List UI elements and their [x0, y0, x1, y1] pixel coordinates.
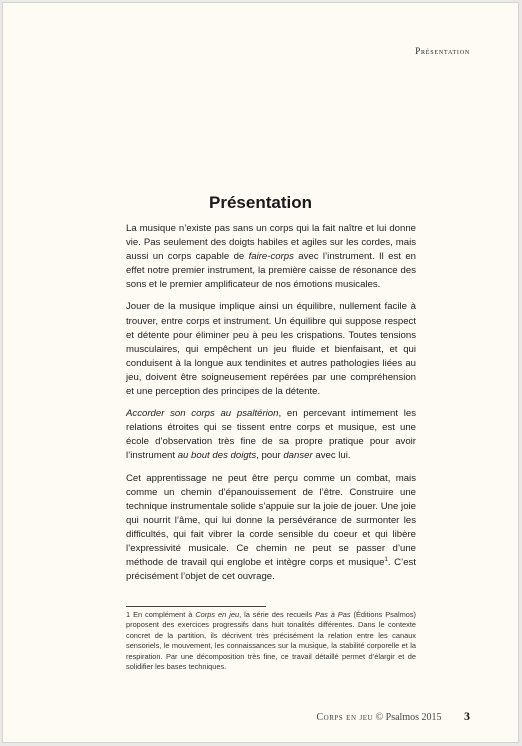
italic-text: danser [283, 450, 313, 462]
text-run: . C’est précisément l’objet de cet ouvrage. [126, 557, 416, 583]
text-run: , la série des recueils [239, 610, 316, 619]
page-number: 3 [464, 709, 470, 723]
text-run: Jouer de la musique implique ainsi un équilibre, nullement facile à trouver, entre corps et instrument. Un équilibre qui suppose respect et détente pour éliminer peu à peu les crispations. Toutes tensions musculaires, qui empêchent un jeu fluide et bienfaisant, et qui conduisent à la longue aux tendinites et autres pathologies liées au jeu, doivent être soigneusement repérées par une compréhension et une perception des principes de la détente. [126, 301, 416, 398]
text-run: La musique n’existe pas sans un corps qui la fait naître et lui donne vie. Pas seulement des doigts habiles et agiles sur les cordes, mais aussi un corps capable de [126, 223, 416, 263]
text-run: Cet apprentissage ne peut être perçu comme un combat, mais comme un chemin d’épanouissement de l’être. Construire une technique instrumentale solide s’appuie sur la joie de jouer. Une joie qui nourrit l’âme, qui lui donne la persévérance de surmonter les difficultés, qui fait vibrer la corde sensible du coeur et qui libère l’expressivité musicale. Ce chemin ne peut se passer d’une méthode de travail qui englobe et intègre corps et musique [126, 472, 416, 569]
body-text [126, 222, 416, 592]
page-title: Présentation [209, 193, 312, 212]
paragraph [126, 407, 416, 463]
text-run: avec l’instrument. Il est en effet notre premier instrument, la première caisse de résonance des sons et le premier amplificateur de nos émotions musicales. [126, 251, 416, 291]
footnote-divider [126, 606, 266, 607]
page-footer [316, 709, 470, 724]
text-run: , en percevant intimement les relations étroites qui se tissent entre corps et musique, est une école d’observation très fine de sa propre pratique pour avoir l’instrument [126, 408, 416, 462]
italic-text: faire-corps [248, 251, 294, 263]
footer-copyright: © Psalmos 2015 [375, 712, 442, 723]
text-run: (Éditions Psalmos) proposent des exercices progressifs dans huit tonalités différentes. Dans le contexte concret de la partition, ils décrivent très précisément la relation entre les canaux sensoriels, le mouvement, les connaissances sur la musique, la stabilité corporelle et la respiration. Par une décomposition très fine, ce travail détaillé permet d’élargir et de solidifier les bases techniques. [126, 610, 417, 672]
paragraph [126, 472, 416, 585]
running-head: Présentation [415, 46, 470, 56]
text-run: avec lui. [312, 450, 351, 462]
footer-book-title: Corps en jeu [316, 712, 374, 723]
paragraph [126, 300, 416, 399]
italic-text: Accorder son corps au psaltérion [126, 408, 279, 420]
italic-text: Corps en jeu [195, 610, 240, 619]
footnote-marker: 1 [384, 556, 388, 563]
document-page [2, 2, 519, 743]
footnote [126, 610, 416, 672]
italic-text: au bout des doigts [177, 450, 257, 462]
paragraph [126, 222, 416, 292]
text-run: , pour [256, 450, 284, 462]
italic-text: Pas à Pas [315, 610, 351, 619]
text-run: 1 En complément à [126, 610, 196, 619]
